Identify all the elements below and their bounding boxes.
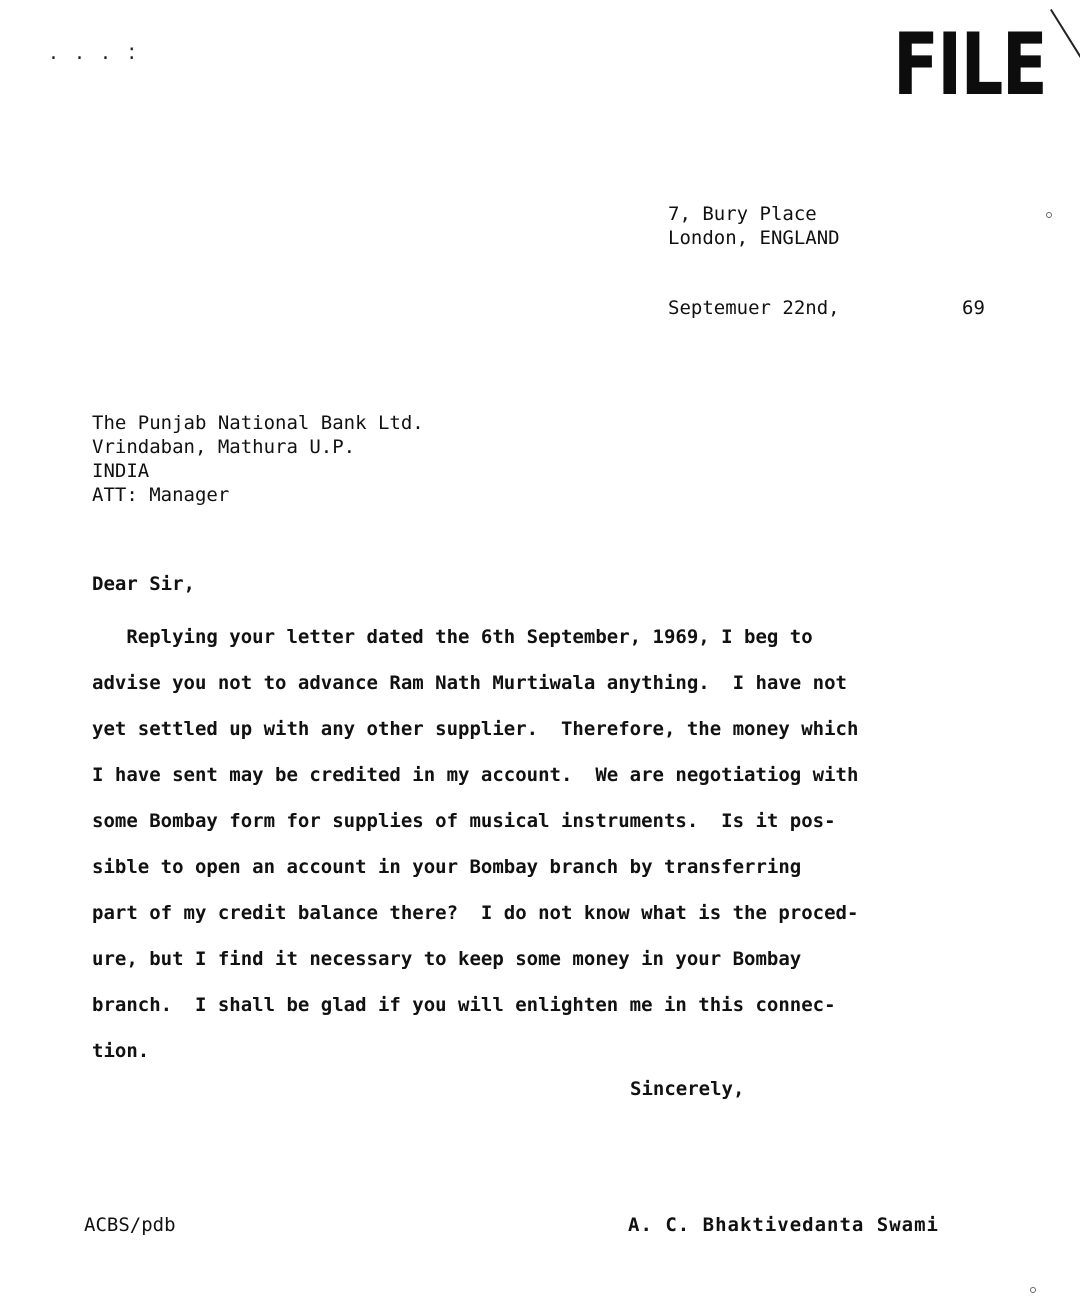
body-line: ure, but I find it necessary to keep some money in your Bombay	[92, 948, 802, 970]
return-address-line-2: London, ENGLAND	[668, 227, 840, 249]
recipient-address	[92, 411, 424, 507]
body-line: sible to open an account in your Bombay branch by transferring	[92, 856, 802, 878]
body-line: yet settled up with any other supplier. Therefore, the money which	[92, 718, 859, 740]
file-stamp: FILE	[893, 15, 1047, 115]
return-address-line-1: 7, Bury Place	[668, 203, 817, 225]
typist-initials: ACBS/pdb	[84, 1214, 176, 1236]
letter-date: Septemuer 22nd,	[668, 297, 840, 319]
body-line: tion.	[92, 1040, 150, 1062]
scan-specks: . . . :	[50, 40, 142, 65]
body-line: advise you not to advance Ram Nath Murtiwala anything. I have not	[92, 672, 847, 694]
recipient-line-1: The Punjab National Bank Ltd.	[92, 412, 424, 434]
scan-dot	[1030, 1287, 1036, 1293]
body-line: I have sent may be credited in my account. We are negotiatiog with	[92, 764, 859, 786]
body-line: part of my credit balance there? I do not know what is the proced-	[92, 902, 859, 924]
recipient-line-3: INDIA	[92, 460, 150, 482]
return-address	[668, 202, 840, 250]
letter-year: 69	[962, 297, 985, 319]
scan-stroke	[1050, 9, 1080, 63]
recipient-line-4: ATT: Manager	[92, 484, 230, 506]
closing: Sincerely,	[630, 1078, 745, 1100]
body-line: branch. I shall be glad if you will enlighten me in this connec-	[92, 994, 836, 1016]
body-line: some Bombay form for supplies of musical instruments. Is it pos-	[92, 810, 836, 832]
recipient-line-2: Vrindaban, Mathura U.P.	[92, 436, 356, 458]
signature-name: A. C. Bhaktivedanta Swami	[628, 1214, 939, 1236]
scan-dot	[1046, 212, 1052, 218]
letter-body	[92, 614, 858, 1074]
salutation: Dear Sir,	[92, 573, 195, 595]
body-line: Replying your letter dated the 6th September, 1969, I beg to	[92, 626, 813, 648]
